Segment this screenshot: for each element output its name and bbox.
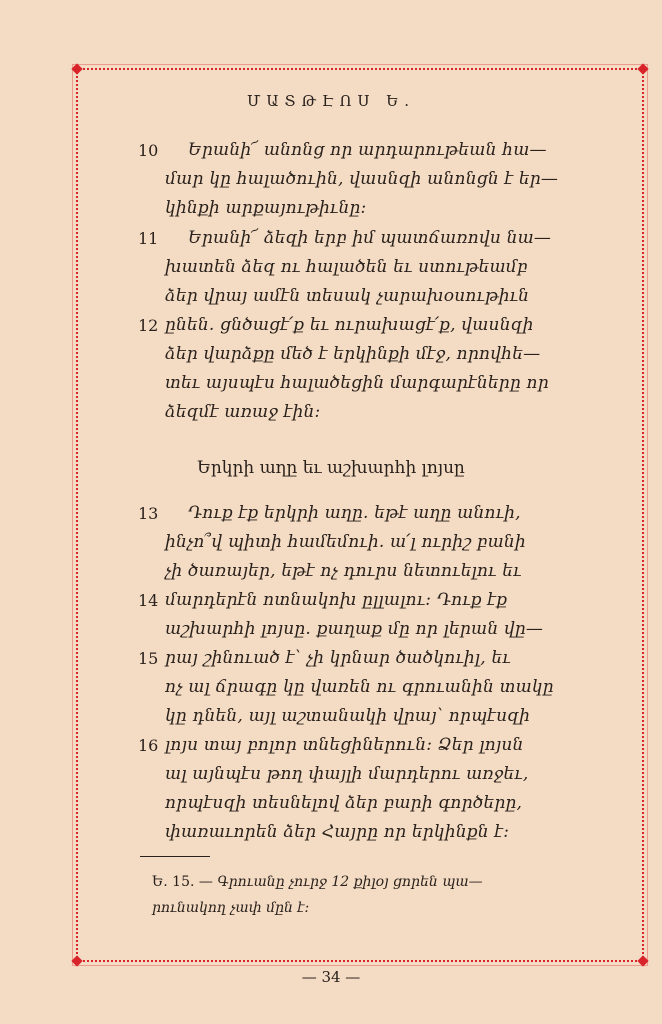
border-corner xyxy=(71,63,82,74)
verse-line: ալ այնպէս թող փայլի մարդերու առջեւ, xyxy=(165,764,529,784)
page-number: — 34 — xyxy=(301,968,361,986)
verse-line: ձեր վրայ ամէն տեսակ չարախօսութիւն xyxy=(165,286,530,306)
verse-line: Դուք էք երկրի աղը. եթէ աղը անուի, xyxy=(188,503,521,523)
verse-line: մարդերէն ոտնակոխ ըլլալու: Դուք էք xyxy=(165,590,508,610)
border-corner xyxy=(71,955,82,966)
verse-number: 11 xyxy=(138,229,159,248)
border-corner xyxy=(637,955,648,966)
verse-line: կինքի արքայութիւնը: xyxy=(165,198,367,218)
footnote-rule xyxy=(140,856,210,857)
verse-line: Երանի՜ անոնց որ արդարութեան հա— xyxy=(188,140,547,160)
verse-line: կը դնեն, այլ աշտանակի վրայ՝ որպէսզի xyxy=(165,706,531,726)
verse-line: ընեն. ցնծացէ՛ք եւ ուրախացէ՛ք, վասնզի xyxy=(165,315,534,335)
verse-number: 15 xyxy=(138,649,159,668)
verse-line: Երանի՜ ձեզի երբ իմ պատճառովս նա— xyxy=(188,228,552,248)
verse-line: մար կը հալածուին, վասնզի անոնցն է եր— xyxy=(165,169,559,189)
verse-line: աշխարհի լոյսը. քաղաք մը որ լերան վը— xyxy=(165,619,544,639)
verse-number: 12 xyxy=(138,316,159,335)
verse-line: փառաւորեն ձեր Հայրը որ երկինքն է: xyxy=(165,822,510,842)
verse-line: ձեր վարձքը մեծ է երկինքի մէջ, որովհե— xyxy=(165,344,541,364)
footnote-line xyxy=(152,870,612,894)
verse-line: տեւ այսպէս հալածեցին մարգարէները որ xyxy=(165,373,549,393)
verse-number: 13 xyxy=(138,504,159,523)
verse-number: 14 xyxy=(138,591,159,610)
verse-line: րայ շինուած է՝ չի կրնար ծածկուիլ, եւ xyxy=(165,648,511,668)
running-header: ՄԱՏԹԷՈՍ Ե. xyxy=(246,92,416,110)
verse-line: ինչո՞վ պիտի համեմուի. ա՛լ ուրիշ բանի xyxy=(165,532,526,552)
verse-number: 16 xyxy=(138,736,159,755)
verse-line: ձեզմէ առաջ էին: xyxy=(165,402,321,422)
footnote-ref: Ե. 15. xyxy=(152,874,195,890)
footnote-dash: — xyxy=(198,874,213,890)
verse-line: լոյս տայ բոլոր տնեցիներուն: Ձեր լոյսն xyxy=(165,735,524,755)
verse-number: 10 xyxy=(138,141,159,160)
border-corner xyxy=(637,63,648,74)
verse-line: չի ծառայեր, եթէ ոչ դուրս նետուելու եւ xyxy=(165,561,522,581)
section-heading: Երկրի աղը եւ աշխարհի լոյսը xyxy=(197,458,465,478)
footnote-line: րունակող չափ մըն է: xyxy=(152,900,310,916)
footnote-text: Գրուանը չուրջ 12 քիլօյ ցորեն պա— xyxy=(217,874,483,890)
verse-line: ոչ ալ ճրագը կը վառեն ու գրուանին տակը xyxy=(165,677,554,697)
verse-line: որպէսզի տեսնելով ձեր բարի գործերը, xyxy=(165,793,523,813)
verse-line: խատեն ձեզ ու հալածեն եւ ստութեամբ xyxy=(165,257,528,277)
